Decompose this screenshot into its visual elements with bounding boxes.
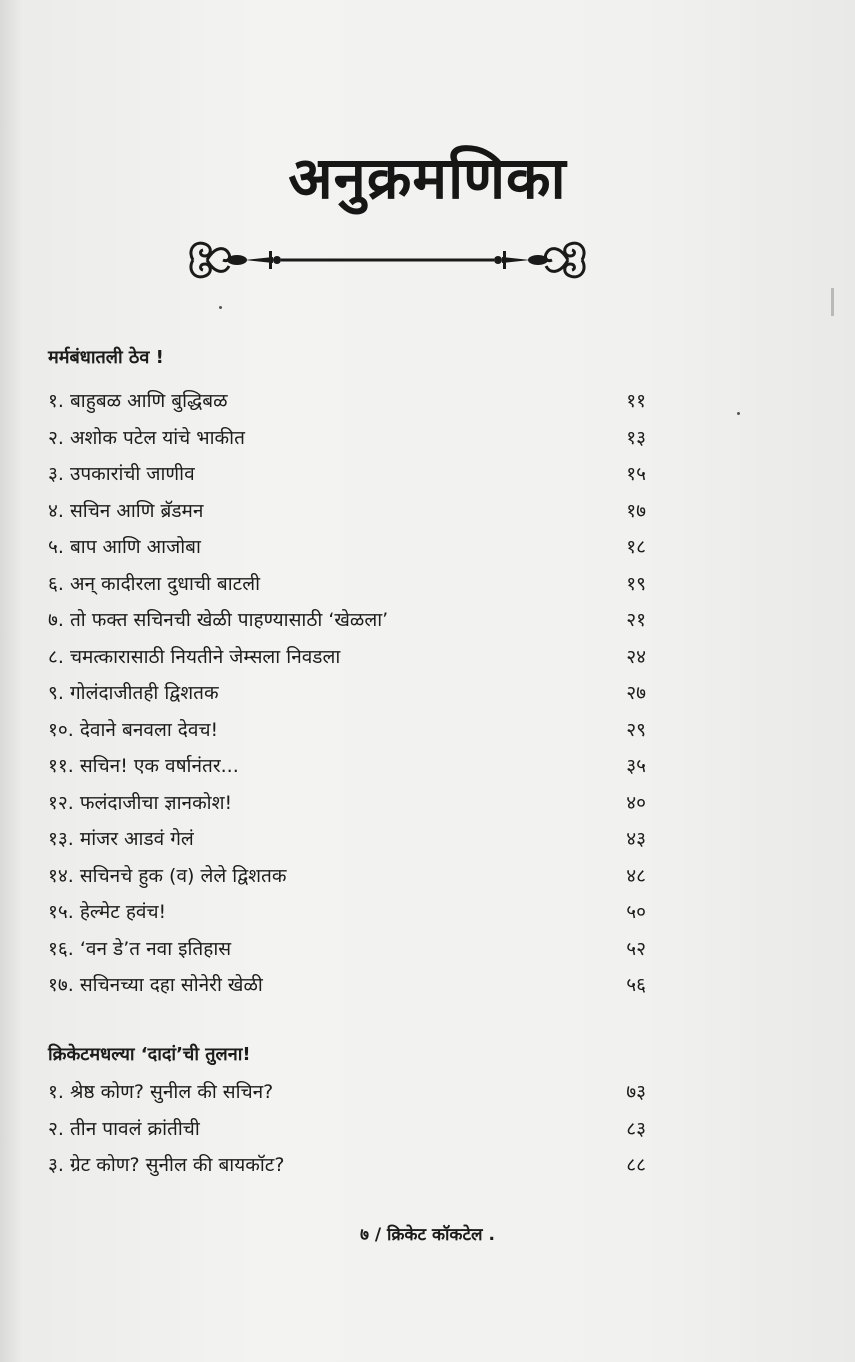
toc-entry-page-number: १३: [626, 426, 646, 449]
page-footer: ७ / क्रिकेट कॉकटेल .: [360, 1225, 495, 1245]
toc-entry: [48, 529, 648, 566]
toc-entry: [48, 1111, 648, 1148]
toc-entry-page-number: ५२: [626, 937, 646, 960]
toc-entry-page-number: ४८: [626, 864, 646, 887]
toc-entry-label: १. श्रेष्ठ कोण? सुनील की सचिन?: [48, 1081, 274, 1103]
toc-entry-label: १०. देवाने बनवला देवच!: [48, 718, 219, 741]
toc-entry-label: २. अशोक पटेल यांचे भाकीत: [48, 426, 245, 449]
toc-entry-page-number: ११: [626, 390, 646, 412]
scan-mark: [831, 288, 834, 316]
toc-entry: [48, 639, 648, 676]
toc-entry: [48, 1074, 648, 1111]
toc-entry: [48, 785, 648, 822]
toc-entry-label: ३. ग्रेट कोण? सुनील की बायकॉट?: [48, 1154, 285, 1176]
toc-entry-label: १३. मांजर आडवं गेलं: [48, 828, 194, 850]
scan-speck: [219, 306, 222, 309]
toc-entry-page-number: २४: [626, 645, 646, 668]
toc-entry-page-number: १८: [626, 536, 646, 558]
toc-entry-page-number: ३५: [626, 755, 646, 777]
toc-entry-label: १४. सचिनचे हुक (व) लेले द्विशतक: [48, 864, 287, 887]
toc-entry-label: १. बाहुबळ आणि बुद्धिबळ: [48, 390, 228, 412]
toc-entry-label: ११. सचिन! एक वर्षानंतर...: [48, 755, 239, 777]
toc-entry-page-number: ४३: [626, 828, 646, 850]
toc-entry-label: ४. सचिन आणि ब्रॅडमन: [48, 499, 204, 522]
scan-speck: [737, 412, 740, 415]
toc-entry: [48, 821, 648, 858]
toc-entry-label: १५. हेल्मेट हवंच!: [48, 901, 167, 923]
toc-entry: [48, 456, 648, 493]
toc-entry-page-number: २१: [626, 609, 646, 631]
toc-entry: [48, 383, 648, 420]
toc-entry: [48, 493, 648, 530]
toc-entry-page-number: २७: [626, 682, 646, 704]
toc-entry-label: ५. बाप आणि आजोबा: [48, 536, 201, 558]
page-title: अनुक्रमणिका: [288, 144, 567, 212]
toc-entry-label: ६. अन् कादीरला दुधाची बाटली: [48, 572, 261, 595]
toc-entry: [48, 602, 648, 639]
toc-entry: [48, 712, 648, 749]
decorative-divider-ornament: [185, 232, 590, 288]
toc-entry-label: १२. फलंदाजीचा ज्ञानकोश!: [48, 791, 233, 814]
toc-entry: [48, 931, 648, 968]
toc-entry-label: ७. तो फक्त सचिनची खेळी पाहण्यासाठी ‘खेळला’: [48, 609, 389, 631]
toc-entry-page-number: १५: [626, 463, 646, 485]
section-heading: क्रिकेटमधल्या ‘दादां’ची तुलना!: [48, 1044, 251, 1065]
toc-entry: [48, 748, 648, 785]
toc-entry-label: ३. उपकारांची जाणीव: [48, 463, 195, 485]
toc-entry: [48, 858, 648, 895]
toc-entry-label: २. तीन पावलं क्रांतीची: [48, 1117, 200, 1140]
toc-entry: [48, 894, 648, 931]
toc-entry-page-number: ५०: [626, 901, 646, 923]
toc-entry: [48, 967, 648, 1004]
toc-entry-page-number: १७: [626, 499, 646, 522]
toc-entry-page-number: ४०: [626, 791, 646, 814]
toc-entry-label: १७. सचिनच्या दहा सोनेरी खेळी: [48, 974, 263, 996]
toc-entry-label: ९. गोलंदाजीतही द्विशतक: [48, 682, 219, 704]
toc-entry-page-number: ७३: [626, 1081, 646, 1103]
toc-entry: [48, 675, 648, 712]
toc-entry: [48, 566, 648, 603]
toc-entry-page-number: १९: [626, 572, 646, 595]
toc-entry-page-number: ८३: [626, 1117, 646, 1140]
toc-entry-page-number: ५६: [626, 974, 646, 996]
toc-list-section-2: [48, 1074, 648, 1184]
toc-entry-label: ८. चमत्कारासाठी नियतीने जेम्सला निवडला: [48, 645, 341, 668]
section-heading: मर्मबंधातली ठेव !: [48, 347, 164, 368]
toc-entry: [48, 1147, 648, 1184]
toc-list-section-1: [48, 383, 648, 1004]
toc-entry-page-number: २९: [626, 718, 646, 741]
toc-entry-page-number: ८८: [626, 1154, 646, 1176]
toc-entry: [48, 420, 648, 457]
toc-entry-label: १६. ‘वन डे’त नवा इतिहास: [48, 937, 232, 960]
